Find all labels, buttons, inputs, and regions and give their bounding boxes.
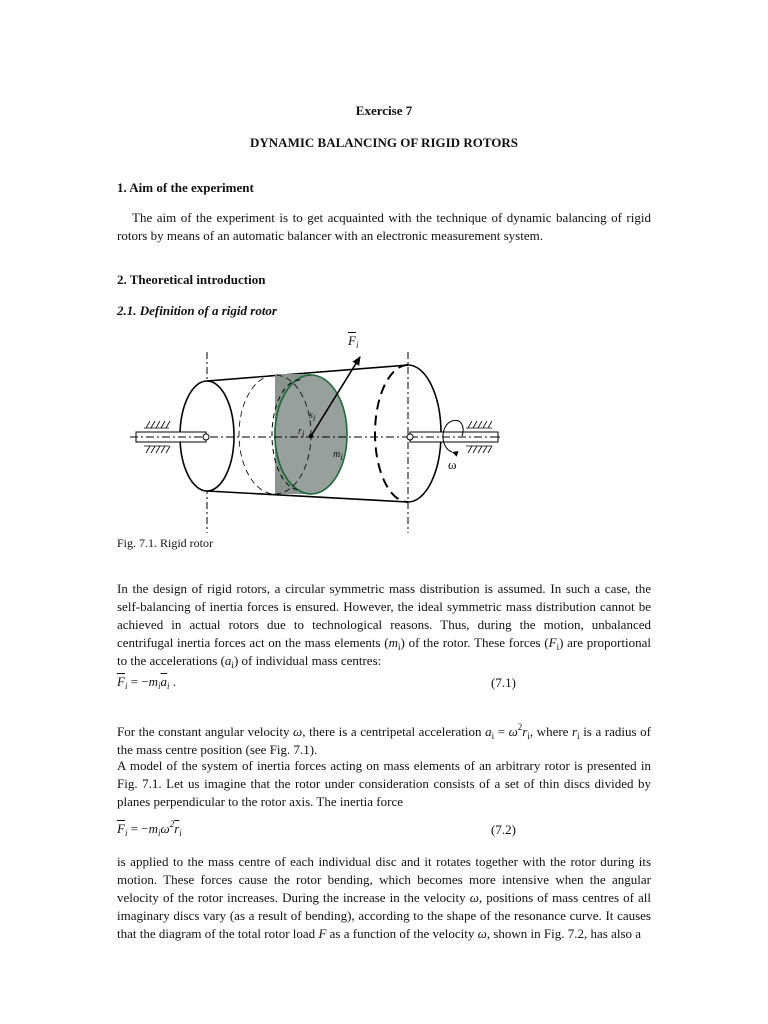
right-end-hidden-arc bbox=[375, 365, 408, 502]
equation-7-1: $\overline{F}_i = -m_i\overline{a}_i$ . bbox=[117, 674, 177, 691]
mass-centre-point bbox=[309, 434, 313, 438]
subsection-heading: 2.1. Definition of a rigid rotor bbox=[117, 303, 277, 318]
paragraph-1: In the design of rigid rotors, a circular symmetric mass distribution is assumed. In such a case, the self-balancing of inertia forces is ensured. However, the ideal symmetric mass distribution cannot be achieved in actual rotors due to technological reasons. Thus, during the motion, unbalanced centrifugal inertia forces act on the mass elements $(m_i)$ of the rotor. These forces $(F_i)$ are proportional to the accelerations $(a_i)$ of individual mass centres: bbox=[117, 581, 651, 670]
paragraph-3: A model of the system of inertia forces acting on mass elements of an arbitrary rotor is presented in Fig. 7.1. Let us imagine that the rotor under consideration consists of a set of thin discs divided by planes perpendicular to the rotor axis. The inertia force bbox=[117, 758, 651, 809]
aim-heading: 1. Aim of the experiment bbox=[117, 180, 254, 195]
force-label: $\overline{F}_i$ bbox=[348, 333, 359, 350]
equation-7-1-number: (7.1) bbox=[491, 675, 516, 690]
theory-heading: 2. Theoretical introduction bbox=[117, 272, 266, 287]
omega-label: ω bbox=[448, 457, 457, 472]
exercise-label: Exercise 7 bbox=[355, 103, 413, 118]
paragraph-2: For the constant angular velocity ω, there is a centripetal acceleration $a_i = \omega^2r_i$, where $r_i$ is a radius of the mass centre position (see Fig. 7.1). bbox=[117, 722, 651, 757]
m-label: $m_i$ bbox=[333, 449, 343, 462]
aim-paragraph: The aim of the experiment is to get acquainted with the technique of dynamic balancing of rigid rotors by means of an automatic balancer with an electronic measurement system. bbox=[117, 210, 651, 243]
paragraph-4: is applied to the mass centre of each individual disc and it rotates together with the rotor during its motion. These forces cause the rotor bending, which becomes more intensive when the angular velocity of the rotor increases. During the increase in the velocity ω, positions of mass centres of all imaginary discs vary (as a result of bending), according to the shape of the resonance curve. It causes that the diagram of the total rotor load F as a function of the velocity ω, shown in Fig. 7.2, has also a bbox=[117, 854, 652, 941]
s-label: $s_i$ bbox=[309, 410, 316, 423]
r-label: $r_i$ bbox=[298, 426, 305, 439]
figure-caption: Fig. 7.1. Rigid rotor bbox=[117, 536, 214, 550]
equation-7-2-number: (7.2) bbox=[491, 822, 516, 837]
equation-7-2: $\overline{F}_i = -m_i\omega^2\overline{r}_i$ bbox=[117, 819, 182, 838]
page-title: DYNAMIC BALANCING OF RIGID ROTORS bbox=[250, 135, 518, 150]
